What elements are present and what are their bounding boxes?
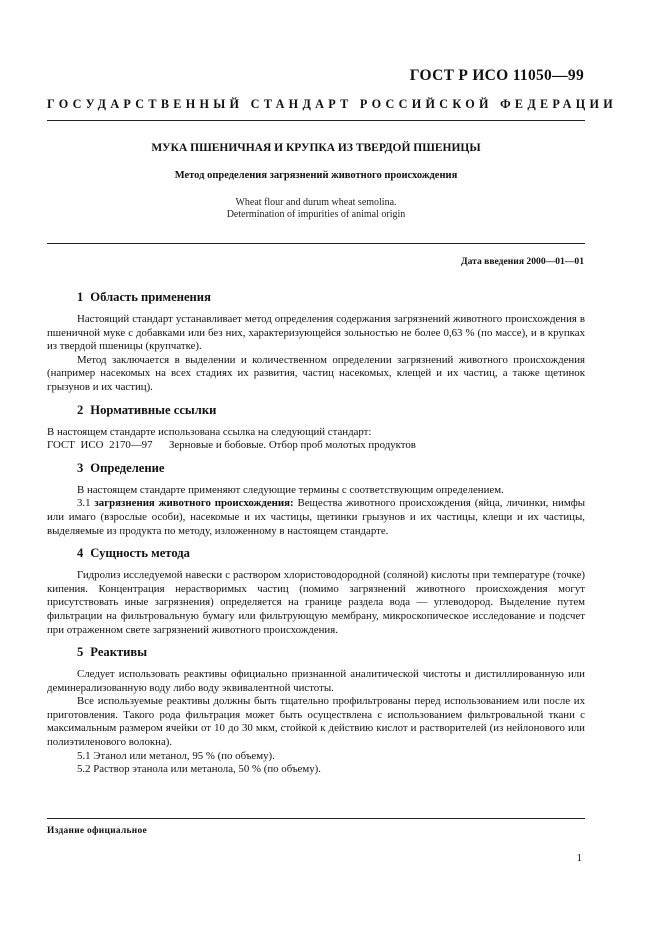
paragraph: Гидролиз исследуемой навески с раствором хлористоводородной (соляной) кислоты при температуре (точке) кипения. Концентрация нерастворимых частиц (помимо загрязнений животного происхождения могут присутствовать иные загрязнения) определяется на границе раздела вода — углеводород. Выделение путем фильтрации на фильтровальную бумагу или фильтрующую мембрану, микроскопическое исследование и подсчет при отраженном свете загрязнений животного происхождения.: [47, 569, 585, 636]
section-definition: [47, 460, 585, 538]
document-title: МУКА ПШЕНИЧНАЯ И КРУПКА ИЗ ТВЕРДОЙ ПШЕНИЦЫ: [151, 142, 481, 154]
definition-term: загрязнения животного происхождения:: [94, 497, 294, 510]
english-title-line-2: Determination of impurities of animal origin: [226, 209, 406, 220]
section-heading: [77, 460, 585, 476]
section-method-principle: [47, 545, 585, 637]
section-number: 4: [77, 546, 84, 561]
section-title: Нормативные ссылки: [90, 402, 217, 417]
reagent-item: 5.2 Раствор этанола или метанола, 50 % (по объему).: [77, 763, 321, 776]
introduction-date: Дата введения 2000—01—01: [461, 256, 584, 267]
document-subtitle: Метод определения загрязнений животного происхождения: [174, 170, 458, 181]
footer-divider: [47, 818, 585, 819]
section-number: 1: [77, 290, 84, 304]
reagent-item: 5.1 Этанол или метанол, 95 % (по объему).: [77, 749, 275, 762]
reference-code: ГОСТ ИСО 2170—97: [47, 439, 153, 452]
edition-label: Издание официальное: [47, 826, 147, 836]
section-normative-references: [47, 402, 585, 453]
definition-number: 3.1: [77, 497, 91, 510]
section-number: 3: [77, 460, 84, 475]
top-divider: [47, 120, 585, 121]
english-title-line-1: Wheat flour and durum wheat semolina.: [235, 197, 397, 208]
paragraph: В настоящем стандарте использована ссылка на следующий стандарт:: [47, 425, 372, 438]
definition-paragraph: [47, 497, 585, 538]
paragraph: Следует использовать реактивы официально признанной аналитической чистоты и дистиллированную или деминерализованную воду либо воду эквивалентной чистоты.: [47, 668, 585, 694]
section-number: 5: [77, 645, 84, 660]
section-heading: [77, 402, 585, 418]
reference-entry: [47, 439, 585, 453]
section-scope: [47, 289, 585, 395]
section-title: Определение: [90, 460, 165, 475]
standard-code: ГОСТ Р ИСО 11050—99: [409, 67, 584, 84]
paragraph: Метод заключается в выделении и количественном определении загрязнений животного происхождения (например насекомых на всех стадиях их развития, частиц насекомых, клещей и их частиц, а также щетинок грызунов и их частиц).: [47, 353, 585, 393]
state-standard-banner: ГОСУДАРСТВЕННЫЙ СТАНДАРТ РОССИЙСКОЙ ФЕДЕРАЦИИ: [47, 97, 618, 111]
reference-title: Зерновые и бобовые. Отбор проб молотых продуктов: [169, 439, 416, 452]
paragraph: В настоящем стандарте применяют следующие термины с соответствующим определением.: [77, 483, 504, 496]
section-number: 2: [77, 402, 84, 417]
paragraph: Все используемые реактивы должны быть тщательно профильтрованы перед использованием или после их приготовления. Такого рода фильтрация может быть осуществлена с использованием фильтровальной ткани с максимальным размером ячейки от 10 до 30 мкм, стойкой к действию кислот и растворителей (из нейлонового или полиэтиленового волокна).: [47, 695, 585, 749]
page-number: 1: [576, 852, 582, 864]
section-title: Реактивы: [90, 645, 148, 660]
document-body: [47, 289, 585, 784]
section-heading: [77, 289, 585, 305]
section-reagents: [47, 644, 585, 777]
definition-text: Вещества животного происхождения (яйца, личинки, нимфы или имаго (взрослые особи), насекомые и их частицы, щетинки грызунов и их частицы, клещи и их частицы, выделяемые из продукта по методу, изложенному в настоящем стандарте.: [47, 497, 586, 537]
date-divider: [47, 243, 585, 244]
english-title: [47, 197, 585, 221]
section-title: Область применения: [90, 290, 211, 304]
section-heading: [77, 644, 585, 660]
paragraph: Настоящий стандарт устанавливает метод определения содержания загрязнений животного происхождения в пшеничной муке с добавками или без них, характеризующейся зольностью не более 0,63 % (по массе), и в крупках из твердой пшеницы (крупчатке).: [47, 313, 585, 353]
section-heading: [77, 545, 585, 561]
section-title: Сущность метода: [90, 546, 190, 561]
